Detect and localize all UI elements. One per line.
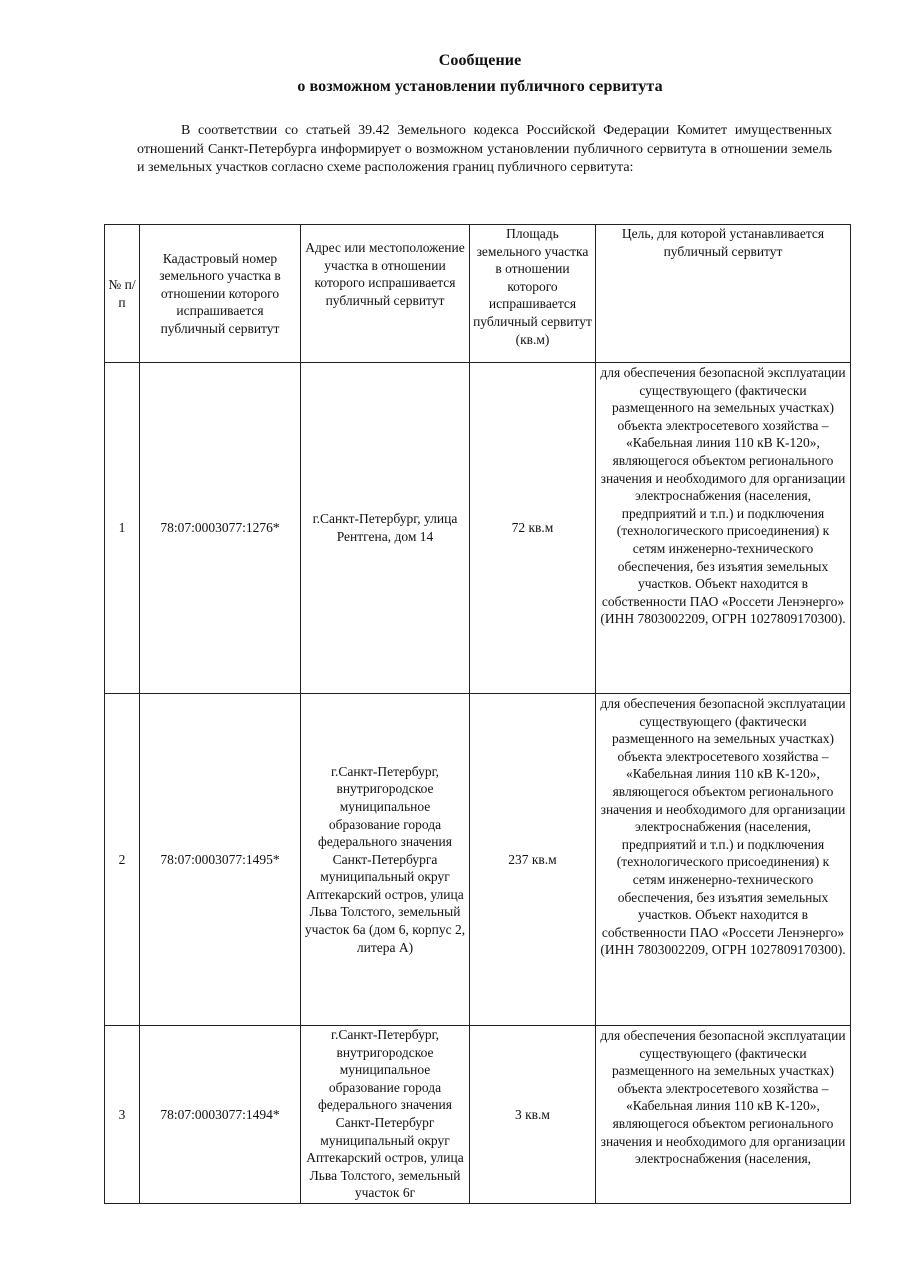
- row-area: 237 кв.м: [470, 694, 596, 1026]
- table-row: [105, 363, 851, 694]
- row-address-cell: [301, 1026, 470, 1204]
- document-subtitle: о возможном установлении публичного сервитута: [297, 78, 663, 95]
- header-num: № п/п: [105, 225, 140, 363]
- row-area: 72 кв.м: [470, 363, 596, 694]
- row-cadastral: 78:07:0003077:1276*: [140, 363, 301, 694]
- row-purpose: для обеспечения безопасной эксплуатации существующего (фактически размещенного на земельных участках) объекта электросетевого хозяйства – «Кабельная линия 110 кВ К-120», являющегося объектом регионального значения и необходимого для организации электроснабжения (населения, предприятий и т.п.) и подключения (технологического присоединения) к сетям инженерно-технического обеспечения, без изъятия земельных участков. Объект находится в собственности ПАО «Россети Ленэнерго» (ИНН 7803002209, ОГРН 1027809170300).: [596, 363, 851, 694]
- row-purpose: для обеспечения безопасной эксплуатации существующего (фактически размещенного на земельных участках) объекта электросетевого хозяйства – «Кабельная линия 110 кВ К-120», являющегося объектом регионального значения и необходимого для организации электроснабжения (населения,: [600, 1028, 846, 1167]
- row-purpose: для обеспечения безопасной эксплуатации существующего (фактически размещенного на земельных участках) объекта электросетевого хозяйства – «Кабельная линия 110 кВ К-120», являющегося объектом регионального значения и необходимого для организации электроснабжения (населения, предприятий и т.п.) и подключения (технологического присоединения) к сетям инженерно-технического обеспечения, без изъятия земельных участков. Объект находится в собственности ПАО «Россети Ленэнерго» (ИНН 7803002209, ОГРН 1027809170300).: [596, 694, 851, 1026]
- row-num: 2: [105, 694, 140, 1026]
- intro-text: В соответствии со статьей 39.42 Земельного кодекса Российской Федерации Комитет имущественных отношений Санкт-Петербурга информирует о возможном установлении публичного сервитута в отношении земель и земельных участков согласно схеме расположения границ публичного сервитута:: [137, 123, 832, 175]
- table-header-row: [105, 225, 851, 363]
- row-address: г.Санкт-Петербург, внутригородское муниципальное образование города федерального значения Санкт-Петербурга муниципальный округ Аптекарский остров, улица Льва Толстого, земельный участок 6а (дом 6, корпус 2, литера А): [301, 694, 470, 1026]
- servitude-table: [104, 224, 851, 1204]
- row-cadastral: 78:07:0003077:1494*: [140, 1026, 301, 1204]
- intro-paragraph: [137, 122, 832, 178]
- row-address: г.Санкт-Петербург, внутригородское муниципальное образование города федерального значения Санкт-Петербург муниципальный округ Аптекарский остров, улица Льва Толстого, земельный участок 6г: [306, 1027, 464, 1201]
- header-area: Площадь земельного участка в отношении которого испрашивается публичный сервитут (кв.м): [470, 225, 596, 363]
- table-row: [105, 1026, 851, 1204]
- row-address: г.Санкт-Петербург, улица Рентгена, дом 14: [301, 363, 470, 694]
- row-cadastral: 78:07:0003077:1495*: [140, 694, 301, 1026]
- row-num: 1: [105, 363, 140, 694]
- table-row: [105, 694, 851, 1026]
- document-title: Сообщение: [438, 52, 522, 69]
- row-purpose-cell: [596, 1026, 851, 1204]
- header-address: Адрес или местоположение участка в отношении которого испрашивается публичный сервитут: [301, 225, 470, 363]
- row-num: 3: [105, 1026, 140, 1204]
- header-purpose: Цель, для которой устанавливается публичный сервитут: [596, 225, 851, 363]
- row-area: 3 кв.м: [470, 1026, 596, 1204]
- header-cadastral: Кадастровый номер земельного участка в отношении которого испрашивается публичный сервитут: [140, 225, 301, 363]
